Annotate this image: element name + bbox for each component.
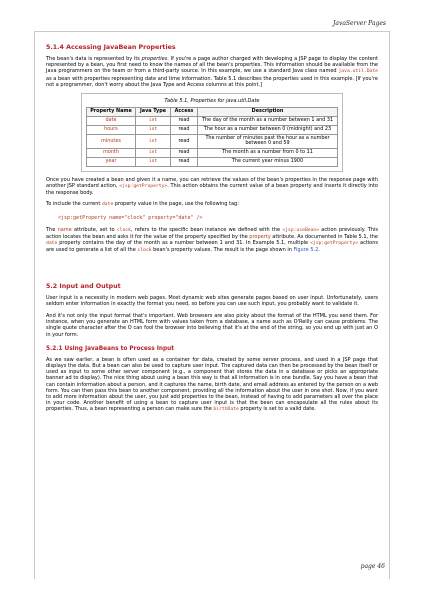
code-date: date <box>101 202 114 208</box>
text-italic: properties <box>141 56 168 62</box>
page-number: page 46 <box>360 563 385 570</box>
table-row <box>87 149 338 158</box>
text: actions are used to generate a list of all the <box>46 240 378 254</box>
col-header: Property Name <box>87 108 136 117</box>
text: property contains the day of the month as a number between 1 and 31. In Example 5.1, multiple <box>57 240 311 247</box>
code-jsp-getproperty: <jsp:getProperty> <box>119 184 168 189</box>
running-header: JavaServer Pages <box>332 20 386 27</box>
code-sample: <jsp:getProperty name="clock" property="date" /> <box>58 214 203 221</box>
text: The <box>46 226 58 233</box>
text: Once you have created a bean and given it a name, you can retrieve the values of the bean's properties in the response page with another JSP standard action, <box>46 176 378 189</box>
paragraph-user-input: User input is a necessity in modern web pages. Most dynamic web sites generate pages based on user input. Unfortunately, users seldom enter information in exactly the format you need, so before you can use such input, you probably want to validate it. <box>46 294 378 307</box>
cell-description: The day of the month as a number between 1 and 31 <box>198 117 338 126</box>
section-title-5-1-4: 5.1.4 Accessing JavaBean Properties <box>46 44 176 51</box>
text: attribute. As documented in Table 5.1, the <box>270 234 378 241</box>
cell-description: The current year minus 1900 <box>198 158 338 167</box>
attr-property: property <box>249 234 271 241</box>
cell-description: The hour as a number between 0 (midnight) and 23 <box>198 125 338 134</box>
cell-property: month <box>87 149 136 158</box>
text: property value in the page, use the following tag: <box>113 201 239 208</box>
cell-type: int <box>136 149 171 158</box>
cell-access: read <box>171 149 198 158</box>
cell-property: minutes <box>87 134 136 149</box>
cell-type: int <box>136 125 171 134</box>
code-clock: clock <box>116 227 131 233</box>
paragraph-input-format: And it's not only the input format that's important. Web browsers are also picky about the format of the HTML you send them. For instance, when you generate an HTML form with values taken from a database, a name such as O'Reilly can cause problems. The single quote character after the O can fool the browser into believing that it's at the end of the string, so you end up with just an O in your form. <box>46 313 378 338</box>
cell-property: hours <box>87 125 136 134</box>
frame-top-rule <box>34 31 390 32</box>
col-header: Access <box>171 108 198 117</box>
frame-left-rule <box>34 31 35 579</box>
frame-right-rule <box>389 31 390 579</box>
code-birthdate: birthDate <box>213 407 239 413</box>
table-row <box>87 125 338 134</box>
attr-name: name <box>57 226 72 233</box>
text: . This action obtains the current value of a bean property and inserts it directly into the response body. <box>46 183 378 197</box>
text: property is set to a valid date. <box>238 406 316 413</box>
text: bean's property values. The result is the page shown in <box>151 247 294 254</box>
table-row <box>87 117 338 126</box>
table-row <box>87 158 338 167</box>
text: To include the current <box>46 201 102 208</box>
code-jsp-usebean: <jsp:useBean> <box>282 227 320 233</box>
cell-property: year <box>87 158 136 167</box>
section-title-5-2: 5.2 Input and Output <box>46 282 121 290</box>
cell-description: The number of minutes past the hour as a number between 0 and 59 <box>198 134 338 149</box>
page-content <box>46 40 378 414</box>
text: . If you're a page author charged with developing a JSP page to display the content represented by a bean, you first need to know the names of all the bean's properties. This information should be available from the Java programmers on the team or from a third-party source. In this example, we use a standard Java class named <box>46 56 378 75</box>
paragraph-bean-properties <box>46 56 378 88</box>
text: , refers to the specific bean instance we defined with the <box>130 226 283 233</box>
section-title-5-2-1: 5.2.1 Using JavaBeans to Process Input <box>46 345 175 352</box>
cell-property: date <box>87 117 136 126</box>
cell-access: read <box>171 117 198 126</box>
table-caption: Table 5.1, Properties for java.util.Date <box>164 98 260 105</box>
cell-access: read <box>171 158 198 167</box>
code-clock: clock <box>137 248 152 254</box>
text: As we saw earlier, a bean is often used as a container for data, created by some server process, and used in a JSP page that displays the data. But a bean can also be used to capture user input. The captured data can then be processed by the bean itself or used as input to some other server component (e.g., a component that stores the data in a database or picks an appropriate banner ad to display). The nice thing about using a bean this way is that all information is in one bundle. Say you have a bean that can contain information about a person, and it captures the name, birth date, and email address as entered by the person on a web form. You can then pass this bean to another component, providing all the information about the user in one shot. Now, if you want to add more information about the user, you just add properties to the bean, instead of having to add parameters all over the place in your code. Another benefit of using a bean to capture user input is that the bean can encapsulate all the rules about its properties. Thus, a bean representing a person can make sure the <box>46 356 378 413</box>
cell-type: int <box>136 117 171 126</box>
properties-table <box>86 107 338 167</box>
paragraph-include-date <box>46 201 378 208</box>
text: action previously. This action locates the bean and asks it for the value of the property specified by the <box>46 226 379 241</box>
cell-access: read <box>171 125 198 134</box>
code-java-util-date: java.util.Date <box>338 69 378 75</box>
text: attribute, set to <box>71 226 117 233</box>
cell-type: int <box>136 134 171 149</box>
cell-access: read <box>171 134 198 149</box>
figure-link[interactable]: Figure 5.2 <box>293 247 319 254</box>
paragraph-get-property <box>46 177 378 197</box>
table-row <box>87 134 338 149</box>
code-date: date <box>46 241 58 247</box>
text: The bean's data is represented by its <box>46 56 142 62</box>
col-header: Java Type <box>136 108 171 117</box>
paragraph-process-input <box>46 357 378 414</box>
col-header: Description <box>198 108 338 117</box>
text: . <box>318 247 320 254</box>
cell-type: int <box>136 158 171 167</box>
table-header-row <box>87 108 338 117</box>
cell-description: The month as a number from 0 to 11 <box>198 149 338 158</box>
code-jsp-getproperty: <jsp:getProperty> <box>310 241 359 247</box>
properties-table-box <box>81 93 343 172</box>
text: as a bean with properties representing date and time information. Table 5.1 describes the properties used in this example. [If you're not a programmer, don't worry about the Java Type and Access columns at this point.] <box>46 75 378 88</box>
paragraph-name-attribute <box>46 227 378 255</box>
